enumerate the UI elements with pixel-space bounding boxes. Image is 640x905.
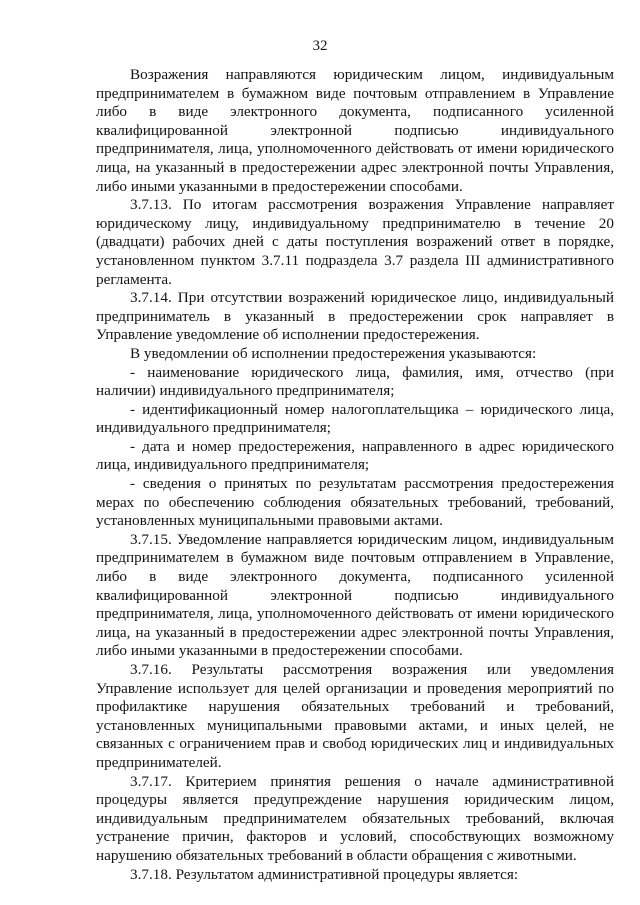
list-item-measures: - сведения о принятых по результатам рассмотрения предостережения мерах по обеспечению соблюдения обязательных требований, требований, установленных муниципальными правовыми актами. [96, 475, 614, 530]
paragraph-3-7-14: 3.7.14. При отсутствии возражений юридическое лицо, индивидуальный предприниматель в указанный в предостережении срок направляет в Управление уведомление об исполнении предостережения. [96, 289, 614, 344]
paragraph-objections: Возражения направляются юридическим лицом, индивидуальным предпринимателем в бумажном виде почтовым отправлением в Управление либо в виде электронного документа, подписанного усиленной квалифицированной электронной подписью индивидуального предпринимателя, лица, уполномоченного действовать от имени юридического лица, на указанный в предостережении адрес электронной почты Управления, либо иными указанными в предостережении способами. [96, 66, 614, 195]
document-body [96, 66, 614, 884]
paragraph-3-7-13: 3.7.13. По итогам рассмотрения возражения Управление направляет юридическому лицу, индивидуальному предпринимателю в течение 20 (двадцати) рабочих дней с даты поступления возражений ответ в порядке, установленном пунктом 3.7.11 подраздела 3.7 раздела III административного регламента. [96, 196, 614, 288]
list-item-tax-id: - идентификационный номер налогоплательщика – юридического лица, индивидуального предпринимателя; [96, 400, 614, 437]
paragraph-notification-contents: В уведомлении об исполнении предостережения указываются: [130, 344, 537, 362]
paragraph-3-7-16: 3.7.16. Результаты рассмотрения возражения или уведомления Управление использует для целей организации и проведения мероприятий по профилактике нарушения обязательных требований и требований, установленных муниципальными правовыми актами, и иных целей, не связанных с ограничением прав и свобод юридических лиц и индивидуальных предпринимателей. [96, 661, 614, 771]
paragraph-3-7-15: 3.7.15. Уведомление направляется юридическим лицом, индивидуальным предпринимателем в бумажном виде почтовым отправлением в Управление, либо в виде электронного документа, подписанного усиленной квалифицированной электронной подписью индивидуального предпринимателя, лица, уполномоченного действовать от имени юридического лица, на указанный в предостережении адрес электронной почты Управления, либо иными указанными в предостережении способами. [96, 530, 614, 660]
list-item-warning-date-number: - дата и номер предостережения, направленного в адрес юридического лица, индивидуального предпринимателя; [96, 437, 614, 474]
page-number: 32 [312, 38, 328, 54]
list-item-name: - наименование юридического лица, фамилия, имя, отчество (при наличии) индивидуального предпринимателя; [96, 363, 614, 400]
paragraph-3-7-18: 3.7.18. Результатом административной процедуры является: [130, 865, 519, 883]
paragraph-3-7-17: 3.7.17. Критерием принятия решения о начале административной процедуры является предупреждение нарушения юридическим лицом, индивидуальным предпринимателем обязательных требований, включая устранение причин, факторов и условий, способствующих возможному нарушению обязательных требований в области обращения с животными. [96, 772, 614, 864]
